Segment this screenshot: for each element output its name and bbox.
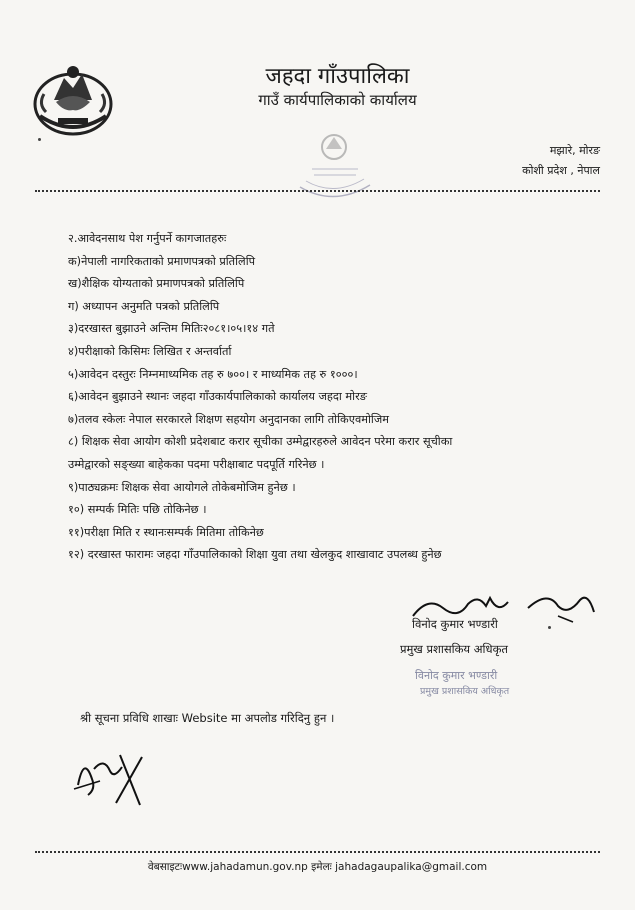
notice-line: ८) शिक्षक सेवा आयोग कोशी प्रदेशबाट करार सूचीका उम्मेद्वारहरुले आवेदन परेमा करार सूचीका (68, 435, 453, 449)
signer-stamp-name: विनोद कुमार भण्डारी (415, 669, 498, 682)
scan-speck (38, 138, 41, 141)
office-title: जहदा गाँउपालिका (265, 64, 410, 89)
footer-contact: वेबसाइटःwww.jahadamun.gov.np इमेलः jahadagaupalika@gmail.com (147, 861, 488, 873)
notice-line: उम्मेद्वारको सङ्ख्या बाहेकका पदमा परीक्षाबाट पदपूर्ति गरिनेछ । (68, 457, 325, 471)
notice-line: ५)आवेदन दस्तुरः निम्नमाध्यमिक तह रु ७००। र माध्यमिक तह रु १०००। (68, 367, 358, 381)
notice-line: १०) सम्पर्क मितिः पछि तोकिनेछ । (68, 503, 207, 517)
notice-line: ४)परीक्षाको किसिमः लिखित र अन्तर्वार्ता (68, 344, 232, 358)
office-seal-stamp-icon (292, 125, 377, 205)
signer-name: विनोद कुमार भण्डारी (412, 617, 498, 631)
address-line-2: कोशी प्रदेश , नेपाल (522, 164, 600, 177)
office-subtitle: गाउँ कार्यपालिकाको कार्यालय (258, 91, 417, 109)
notice-line: ३)दरखास्त बुझाउने अन्तिम मितिः२०८१।०५।१४ गते (68, 322, 275, 336)
notice-line: ७)तलव स्केलः नेपाल सरकारले शिक्षण सहयोग अनुदानका लागि तोकिएवमोजिम (68, 412, 389, 426)
notice-line: ११)परीक्षा मिति र स्थानःसम्पर्क मितिमा तोकिनेछ (68, 525, 264, 539)
header-divider (35, 190, 600, 192)
signer-title: प्रमुख प्रशासकिय अधिकृत (400, 642, 508, 656)
notice-line: ख)शैक्षिक योग्यताको प्रमाणपत्रको प्रतिलिपि (68, 277, 245, 291)
footer-divider (35, 851, 600, 853)
notice-line: ग) अध्यापन अनुमति पत्रको प्रतिलिपि (68, 299, 220, 313)
upload-note: श्री सूचना प्रविधि शाखाः Website मा अपलोड गरिदिनु हुन । (80, 711, 335, 725)
notice-line: क)नेपाली नागरिकताको प्रमाणपत्रको प्रतिलिपि (68, 254, 256, 268)
address-line-1: मझारे, मोरङ (549, 144, 600, 157)
notice-body (68, 228, 608, 567)
scan-speck (548, 626, 551, 629)
notice-line: १२) दरखास्त फारामः जहदा गाँउपालिकाको शिक्षा युवा तथा खेलकुद शाखावाट उपलब्ध हुनेछ (68, 548, 442, 562)
notice-line: २.आवेदनसाथ पेश गर्नुपर्ने कागजातहरुः (68, 232, 227, 245)
handwritten-initial-icon (70, 745, 150, 810)
notice-line: ६)आवेदन बुझाउने स्थानः जहदा गाँउकार्यपालिकाको कार्यालय जहदा मोरङ (68, 390, 367, 404)
notice-line: ९)पाठ्यक्रमः शिक्षक सेवा आयोगले तोकेबमोजिम हुनेछ । (68, 480, 296, 494)
signer-stamp-title: प्रमुख प्रशासकिय अधिकृत (420, 686, 510, 697)
